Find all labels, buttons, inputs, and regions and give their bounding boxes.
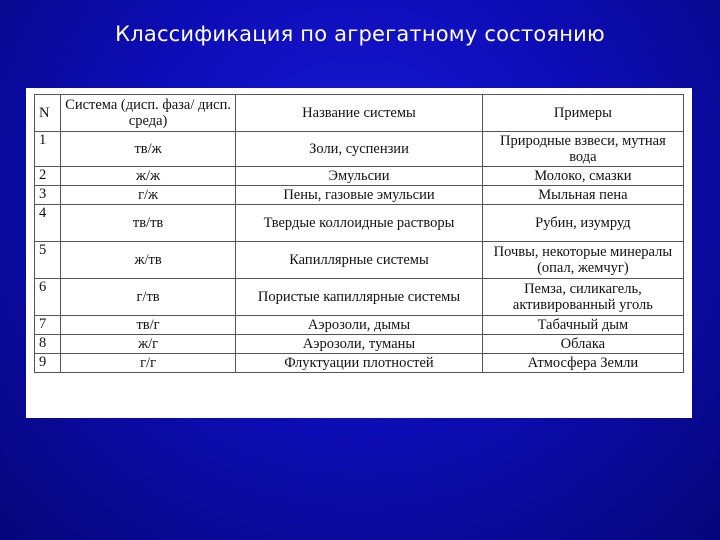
table-row xyxy=(35,242,684,279)
row-system: ж/тв xyxy=(60,242,235,279)
row-system: ж/г xyxy=(60,335,235,354)
row-number: 4 xyxy=(35,205,61,242)
table-row xyxy=(35,167,684,186)
slide-title: Классификация по агрегатному состоянию xyxy=(115,22,605,46)
table-row xyxy=(35,279,684,316)
row-number: 5 xyxy=(35,242,61,279)
row-number: 9 xyxy=(35,354,61,373)
row-examples: Рубин, изумруд xyxy=(482,205,683,242)
row-examples: Молоко, смазки xyxy=(482,167,683,186)
row-system: ж/ж xyxy=(60,167,235,186)
row-examples: Мыльная пена xyxy=(482,186,683,205)
table-row xyxy=(35,205,684,242)
header-system: Система (дисп. фаза/ дисп. среда) xyxy=(60,95,235,132)
header-examples: Примеры xyxy=(482,95,683,132)
row-system-name: Твердые коллоидные растворы xyxy=(236,205,483,242)
row-system: г/ж xyxy=(60,186,235,205)
row-system-name: Флуктуации плотностей xyxy=(236,354,483,373)
row-system-name: Капиллярные системы xyxy=(236,242,483,279)
row-examples: Природные взвеси, мутная вода xyxy=(482,132,683,167)
table-row xyxy=(35,186,684,205)
table-row xyxy=(35,132,684,167)
row-system: г/г xyxy=(60,354,235,373)
row-system-name: Золи, суспензии xyxy=(236,132,483,167)
row-examples: Облака xyxy=(482,335,683,354)
row-system: тв/ж xyxy=(60,132,235,167)
row-number: 3 xyxy=(35,186,61,205)
row-system-name: Эмульсии xyxy=(236,167,483,186)
row-number: 1 xyxy=(35,132,61,167)
row-examples: Пемза, силикагель, активированный уголь xyxy=(482,279,683,316)
row-number: 8 xyxy=(35,335,61,354)
row-system-name: Аэрозоли, туманы xyxy=(236,335,483,354)
row-system: тв/тв xyxy=(60,205,235,242)
classification-table xyxy=(34,94,684,373)
row-system-name: Пористые капиллярные системы xyxy=(236,279,483,316)
header-system-name: Название системы xyxy=(236,95,483,132)
row-system: г/тв xyxy=(60,279,235,316)
row-system-name: Аэрозоли, дымы xyxy=(236,316,483,335)
row-system: тв/г xyxy=(60,316,235,335)
table-row xyxy=(35,335,684,354)
table-row xyxy=(35,354,684,373)
row-number: 2 xyxy=(35,167,61,186)
table-header-row xyxy=(35,95,684,132)
header-number: N xyxy=(35,95,61,132)
row-examples: Почвы, некоторые минералы (опал, жемчуг) xyxy=(482,242,683,279)
table-row xyxy=(35,316,684,335)
classification-table-panel xyxy=(26,88,692,418)
row-examples: Табачный дым xyxy=(482,316,683,335)
row-number: 7 xyxy=(35,316,61,335)
row-system-name: Пены, газовые эмульсии xyxy=(236,186,483,205)
row-examples: Атмосфера Земли xyxy=(482,354,683,373)
row-number: 6 xyxy=(35,279,61,316)
